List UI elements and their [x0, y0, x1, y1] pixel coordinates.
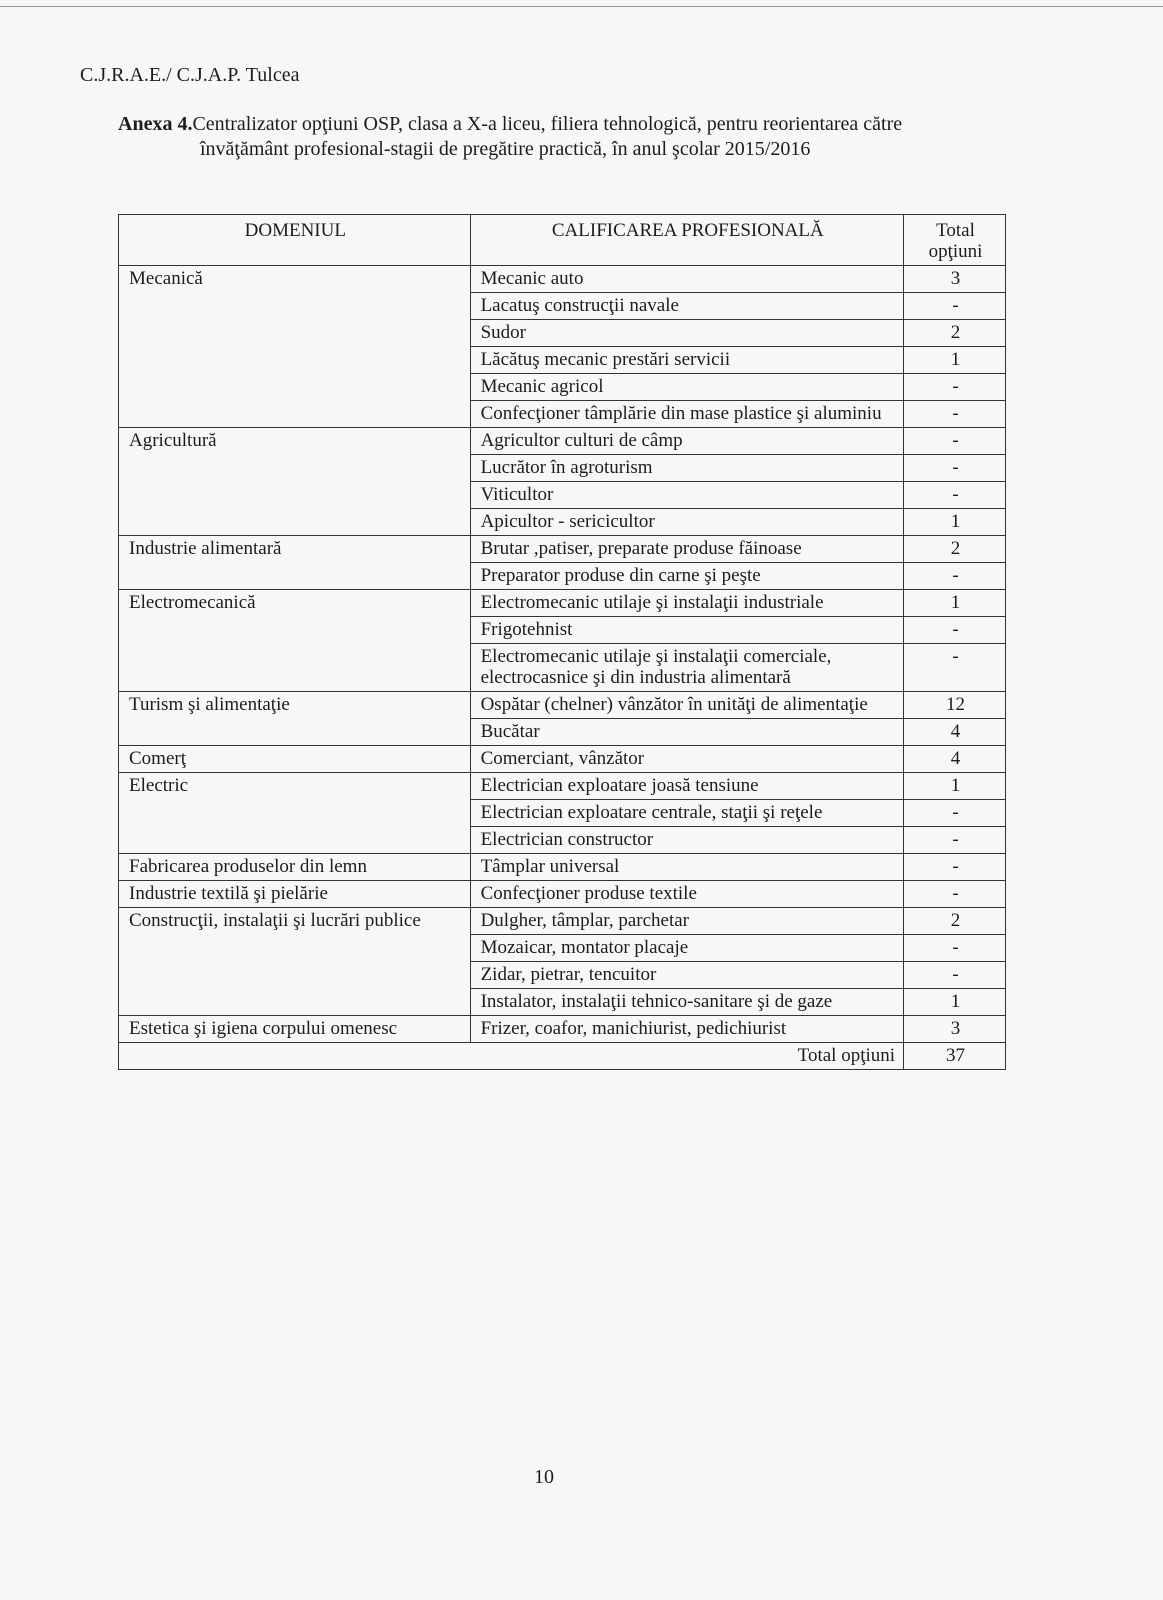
header-total: Total opţiuni [904, 215, 1006, 266]
total-cell: 1 [904, 773, 1006, 800]
total-cell: - [904, 800, 1006, 827]
qualification-cell: Mecanic auto [470, 266, 903, 293]
total-cell: - [904, 644, 1006, 692]
qualification-cell: Dulgher, tâmplar, parchetar [470, 908, 903, 935]
qualification-cell: Instalator, instalaţii tehnico-sanitare şi de gaze [470, 989, 903, 1016]
domain-cell: Mecanică [119, 266, 471, 428]
annex-label: Anexa 4. [118, 113, 193, 135]
total-cell: - [904, 428, 1006, 455]
header-domain: DOMENIUL [119, 215, 471, 266]
total-cell: 1 [904, 989, 1006, 1016]
domain-cell: Estetica şi igiena corpului omenesc [119, 1016, 471, 1043]
total-cell: 2 [904, 320, 1006, 347]
total-cell: - [904, 374, 1006, 401]
table-row [119, 854, 1006, 881]
table-row [119, 266, 1006, 293]
table-row [119, 908, 1006, 935]
qualification-cell: Mecanic agricol [470, 374, 903, 401]
table-row [119, 746, 1006, 773]
total-label: Total opţiuni [119, 1043, 904, 1070]
total-cell: 1 [904, 590, 1006, 617]
table-header-row [119, 215, 1006, 266]
options-table [118, 214, 1006, 1070]
total-cell: - [904, 563, 1006, 590]
total-cell: 1 [904, 509, 1006, 536]
header-qualification: CALIFICAREA PROFESIONALĂ [470, 215, 903, 266]
total-cell: - [904, 482, 1006, 509]
top-rule [0, 6, 1163, 7]
total-cell: - [904, 617, 1006, 644]
qualification-cell: Apicultor - sericicultor [470, 509, 903, 536]
qualification-cell: Electromecanic utilaje şi instalaţii comerciale, electrocasnice şi din industria alimentară [470, 644, 903, 692]
qualification-cell: Sudor [470, 320, 903, 347]
domain-cell: Turism şi alimentaţie [119, 692, 471, 746]
total-cell: - [904, 293, 1006, 320]
total-cell: 4 [904, 746, 1006, 773]
annex-title [118, 112, 1018, 162]
qualification-cell: Preparator produse din carne şi peşte [470, 563, 903, 590]
qualification-cell: Lăcătuş mecanic prestări servicii [470, 347, 903, 374]
total-row [119, 1043, 1006, 1070]
table-row [119, 773, 1006, 800]
domain-cell: Electromecanică [119, 590, 471, 692]
qualification-cell: Confecţioner tâmplărie din mase plastice şi aluminiu [470, 401, 903, 428]
total-cell: - [904, 455, 1006, 482]
qualification-cell: Mozaicar, montator placaje [470, 935, 903, 962]
table-body [119, 266, 1006, 1043]
organization-header: C.J.R.A.E./ C.J.A.P. Tulcea [80, 64, 300, 86]
table-row [119, 428, 1006, 455]
total-cell: 1 [904, 347, 1006, 374]
total-cell: - [904, 401, 1006, 428]
qualification-cell: Lucrător în agroturism [470, 455, 903, 482]
table-row [119, 692, 1006, 719]
total-cell: - [904, 854, 1006, 881]
domain-cell: Comerţ [119, 746, 471, 773]
qualification-cell: Bucătar [470, 719, 903, 746]
qualification-cell: Viticultor [470, 482, 903, 509]
domain-cell: Electric [119, 773, 471, 854]
domain-cell: Construcţii, instalaţii şi lucrări publice [119, 908, 471, 1016]
total-cell: - [904, 881, 1006, 908]
domain-cell: Fabricarea produselor din lemn [119, 854, 471, 881]
qualification-cell: Agricultor culturi de câmp [470, 428, 903, 455]
table-row [119, 590, 1006, 617]
annex-title-line-2: învăţământ profesional-stagii de pregătire practică, în anul şcolar 2015/2016 [200, 138, 811, 160]
total-cell: 12 [904, 692, 1006, 719]
total-cell: 2 [904, 536, 1006, 563]
total-cell: 3 [904, 266, 1006, 293]
total-cell: 2 [904, 908, 1006, 935]
qualification-cell: Electrician constructor [470, 827, 903, 854]
total-value: 37 [904, 1043, 1006, 1070]
qualification-cell: Zidar, pietrar, tencuitor [470, 962, 903, 989]
domain-cell: Agricultură [119, 428, 471, 536]
total-cell: - [904, 962, 1006, 989]
qualification-cell: Confecţioner produse textile [470, 881, 903, 908]
total-cell: 4 [904, 719, 1006, 746]
qualification-cell: Electrician exploatare centrale, staţii şi reţele [470, 800, 903, 827]
total-cell: - [904, 827, 1006, 854]
qualification-cell: Electromecanic utilaje şi instalaţii industriale [470, 590, 903, 617]
table-row [119, 536, 1006, 563]
domain-cell: Industrie textilă şi pielărie [119, 881, 471, 908]
qualification-cell: Ospătar (chelner) vânzător în unităţi de alimentaţie [470, 692, 903, 719]
total-cell: - [904, 935, 1006, 962]
page-number: 10 [534, 1466, 554, 1488]
annex-title-line-1: Centralizator opţiuni OSP, clasa a X-a liceu, filiera tehnologică, pentru reorientarea către [192, 113, 903, 135]
table-row [119, 1016, 1006, 1043]
qualification-cell: Frigotehnist [470, 617, 903, 644]
table-row [119, 881, 1006, 908]
qualification-cell: Tâmplar universal [470, 854, 903, 881]
qualification-cell: Electrician exploatare joasă tensiune [470, 773, 903, 800]
domain-cell: Industrie alimentară [119, 536, 471, 590]
total-cell: 3 [904, 1016, 1006, 1043]
qualification-cell: Lacatuş construcţii navale [470, 293, 903, 320]
qualification-cell: Brutar ,patiser, preparate produse făinoase [470, 536, 903, 563]
qualification-cell: Comerciant, vânzător [470, 746, 903, 773]
qualification-cell: Frizer, coafor, manichiurist, pedichiurist [470, 1016, 903, 1043]
